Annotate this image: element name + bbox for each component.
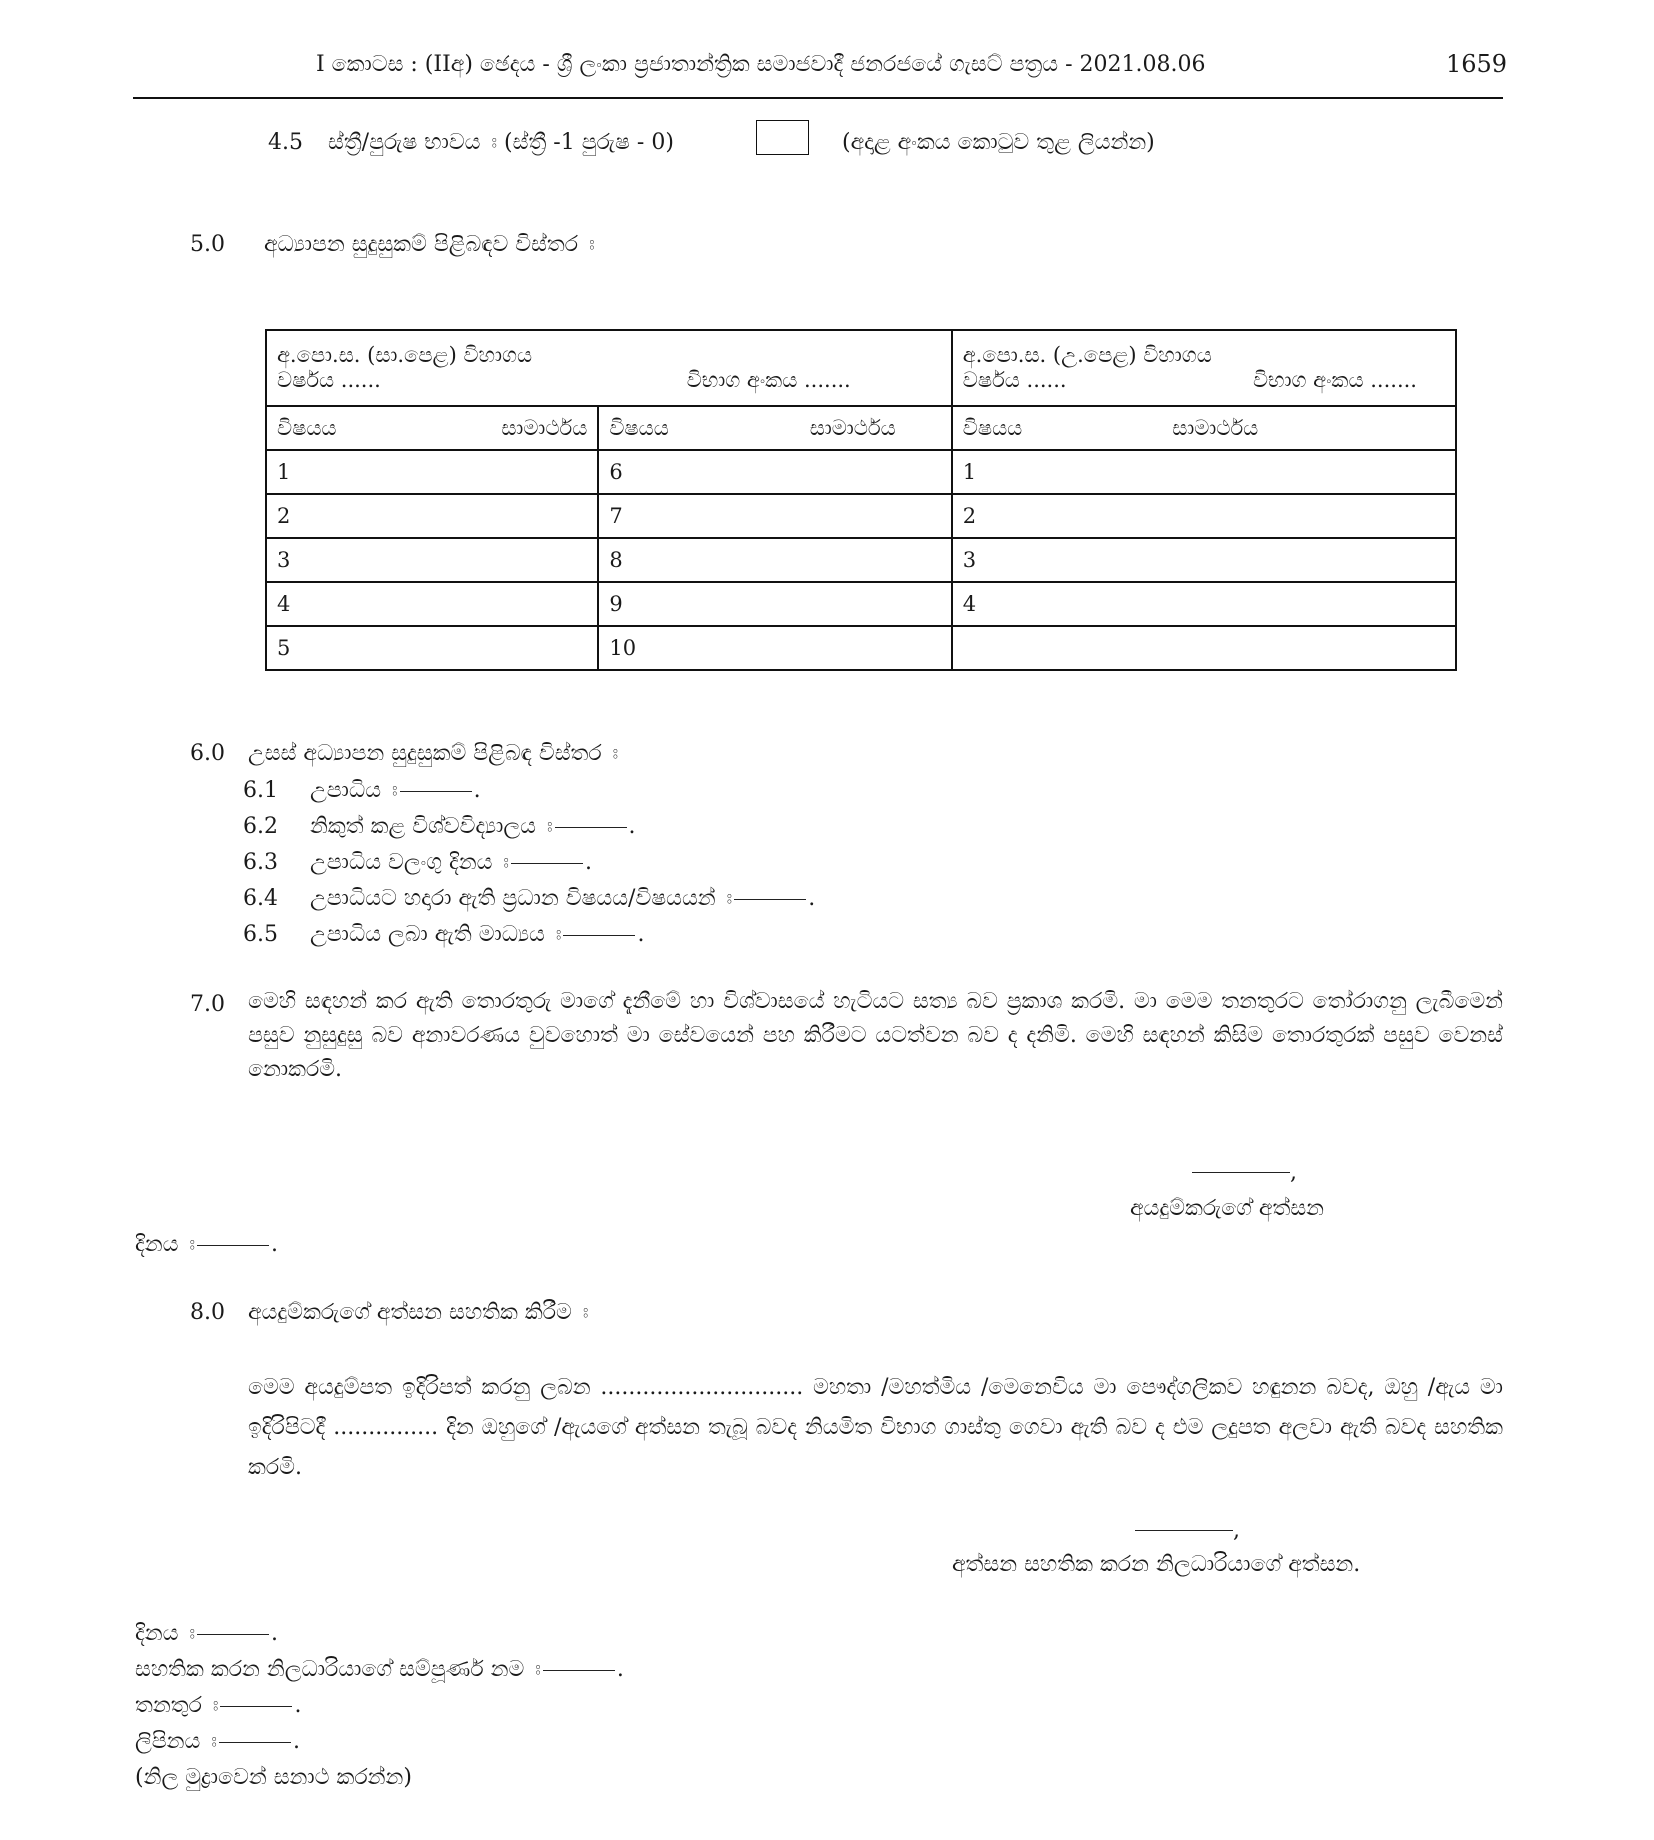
al-index: විභාග අංකය ....... xyxy=(1252,368,1417,392)
subject-header: විෂයය xyxy=(962,415,1023,440)
table-cell[interactable]: 7 xyxy=(598,494,951,538)
date-field-2[interactable]: දිනය ඃ . xyxy=(135,1621,279,1646)
fill-line xyxy=(543,1670,615,1671)
item-6-4-label: උපාධියට හදාරා ඇති ප්‍රධාන විෂයය/විෂයයන් ඃ xyxy=(310,886,733,911)
fill-line xyxy=(219,1742,291,1743)
col-header-al xyxy=(952,406,1456,450)
table-row xyxy=(266,582,1456,626)
item-6-1-label: උපාධිය ඃ xyxy=(310,778,398,803)
officer-name-label: සහතික කරන නිලධාරියාගේ සම්පූර්ණ නම ඃ xyxy=(135,1657,541,1682)
gazette-header: I කොටස : (IIඅ) ඡෙදය - ශ්‍රී ලංකා ප්‍රජාතාන්ත්‍රික සමාජවාදී ජනරජයේ ගැසට් පත්‍රය - 2021.08.06 xyxy=(316,52,1206,77)
ol-index: විභාග අංකය ....... xyxy=(686,368,851,392)
table-cell[interactable]: 1 xyxy=(952,450,1456,494)
result-header: සාමාර්ථය xyxy=(501,415,588,440)
table-cell[interactable]: 2 xyxy=(952,494,1456,538)
section-4-5-label: ස්ත්‍රී/පුරුෂ භාවය ඃ (ස්ත්‍රී -1 පුරුෂ - 0) xyxy=(328,130,674,155)
table-cell[interactable]: 5 xyxy=(266,626,598,670)
date-label: දිනය ඃ xyxy=(135,1232,196,1257)
address-label: ලිපිනය ඃ xyxy=(135,1729,217,1754)
al-exam-cell xyxy=(952,330,1456,406)
item-6-5[interactable]: උපාධිය ලබා ඇති මාධ්‍යය ඃ . xyxy=(310,922,645,947)
ol-year: වර්ෂය ...... xyxy=(277,368,381,392)
table-cell[interactable]: 6 xyxy=(598,450,951,494)
table-cell[interactable]: 3 xyxy=(266,538,598,582)
ol-exam-title: අ.පො.ස. (සා.පෙළ) විහාගය xyxy=(277,343,533,367)
section-6-number: 6.0 xyxy=(190,741,225,766)
item-6-4-number: 6.4 xyxy=(243,886,278,911)
table-row xyxy=(266,494,1456,538)
table-cell[interactable]: 4 xyxy=(266,582,598,626)
table-cell[interactable]: 9 xyxy=(598,582,951,626)
section-4-5-note: (අදාළ අංකය කොටුව තුළ ලියන්න) xyxy=(842,130,1155,155)
ol-exam-cell xyxy=(266,330,952,406)
item-6-2-number: 6.2 xyxy=(243,814,278,839)
table-cell[interactable]: 3 xyxy=(952,538,1456,582)
applicant-signature-label: අයදුම්කරුගේ අත්සන xyxy=(1130,1196,1325,1221)
result-header: සාමාර්ථය xyxy=(809,415,896,440)
date-label: දිනය ඃ xyxy=(135,1621,196,1646)
item-6-5-number: 6.5 xyxy=(243,922,278,947)
table-cell[interactable]: 2 xyxy=(266,494,598,538)
table-cell[interactable]: 4 xyxy=(952,582,1456,626)
section-7-number: 7.0 xyxy=(190,992,225,1017)
gender-input-box[interactable] xyxy=(756,120,809,155)
subject-header: විෂයය xyxy=(277,415,337,440)
declaration-text: මෙහි සඳහන් කර ඇති තොරතුරු මාගේ දැනීමේ හා විශ්වාසයේ හැටියට සත්‍ය බව ප්‍රකාශ කරමි. මා මෙම තනතුරට තෝරාගනු ලැබීමෙන් පසුව නුසුදුසු බව අනාවරණය වුවහොත් මා සේවයෙන් පහ කිරීමට යටත්වන බව ද දනිමි. මෙහි සඳහන් කිසිම තොරතුරක් පසුව වෙනස් නොකරමි. xyxy=(248,989,1503,1082)
table-cell[interactable] xyxy=(952,626,1456,670)
item-6-1-number: 6.1 xyxy=(243,778,278,803)
item-6-3-label: උපාධිය වලංගු දිනය ඃ xyxy=(310,850,509,875)
officer-signature-line[interactable] xyxy=(1135,1530,1233,1531)
table-row xyxy=(266,450,1456,494)
date-field-1[interactable]: දිනය ඃ . xyxy=(135,1232,279,1257)
fill-line xyxy=(197,1634,269,1635)
header-rule xyxy=(133,97,1503,99)
page-number: 1659 xyxy=(1446,50,1508,78)
table-cell[interactable]: 1 xyxy=(266,450,598,494)
fill-line xyxy=(563,935,635,936)
applicant-signature-line[interactable] xyxy=(1192,1172,1290,1173)
fill-line xyxy=(400,791,472,792)
item-6-3[interactable]: උපාධිය වලංගු දිනය ඃ . xyxy=(310,850,592,875)
officer-name-field[interactable]: සහතික කරන නිලධාරියාගේ සම්පූර්ණ නම ඃ . xyxy=(135,1657,624,1682)
certification-text: මෙම අයදුම්පත ඉදිරිපත් කරනු ලබන ............................. මහතා /මහත්මිය /මෙනෙවිය මා පෞද්ගලිකව හඳුනන බවද, ඔහු /ඇය මා ඉදිරිපිටදී ............... දින ඔහුගේ /ඇයගේ අත්සන තැබූ බවද නියමිත විභාග ගාස්තු ගෙවා ඇති බව ද එම ලදුපත අලවා ඇති බවද සහතික කරමි. xyxy=(248,1375,1503,1480)
item-6-3-number: 6.3 xyxy=(243,850,278,875)
section-8-title: අයදුම්කරුගේ අත්සන සහතික කිරීම ඃ xyxy=(248,1300,589,1325)
section-5-title: අධ්‍යාපන සුදුසුකම් පිළිබඳව විස්තර ඃ xyxy=(264,232,595,257)
table-cell[interactable]: 8 xyxy=(598,538,951,582)
item-6-4[interactable]: උපාධියට හදාරා ඇති ප්‍රධාන විෂයය/විෂයයන් ඃ . xyxy=(310,886,816,911)
fill-line xyxy=(220,1706,292,1707)
al-year: වර්ෂය ...... xyxy=(962,368,1067,392)
table-row xyxy=(266,538,1456,582)
address-field[interactable]: ලිපිනය ඃ . xyxy=(135,1729,300,1754)
fill-line xyxy=(734,899,806,900)
position-label: තනතුර ඃ xyxy=(135,1693,219,1718)
section-6-title: උසස් අධ්‍යාපන සුදුසුකම් පිළිබඳ විස්තර ඃ xyxy=(248,741,619,766)
education-table xyxy=(265,329,1457,671)
signature-comma: , xyxy=(1233,1518,1240,1543)
section-4-5-number: 4.5 xyxy=(268,130,303,155)
item-6-1[interactable]: උපාධිය ඃ . xyxy=(310,778,481,803)
item-6-2[interactable]: නිකුත් කළ විශ්වවිද්‍යාලය ඃ . xyxy=(310,814,636,839)
section-5-number: 5.0 xyxy=(190,232,225,257)
item-6-5-label: උපාධිය ලබා ඇති මාධ්‍යය ඃ xyxy=(310,922,562,947)
al-exam-title: අ.පො.ස. (උ.පෙළ) විහාගය xyxy=(962,343,1212,367)
col-header-ol-2 xyxy=(598,406,951,450)
result-header: සාමාර්ථය xyxy=(1172,415,1259,440)
officer-signature-label: අත්සන සහතික කරන නිලධාරියාගේ අත්සන. xyxy=(952,1552,1361,1577)
signature-comma: , xyxy=(1290,1160,1297,1185)
item-6-2-label: නිකුත් කළ විශ්වවිද්‍යාලය ඃ xyxy=(310,814,553,839)
fill-line xyxy=(511,863,583,864)
table-cell[interactable]: 10 xyxy=(598,626,951,670)
table-row xyxy=(266,626,1456,670)
fill-line xyxy=(555,827,627,828)
fill-line xyxy=(197,1245,269,1246)
section-8-number: 8.0 xyxy=(190,1300,225,1325)
seal-note: (නිල මුද්‍රාවෙන් සනාථ කරන්න) xyxy=(135,1765,412,1790)
position-field[interactable]: තනතුර ඃ . xyxy=(135,1693,302,1718)
subject-header: විෂයය xyxy=(609,415,669,440)
col-header-ol-1 xyxy=(266,406,598,450)
